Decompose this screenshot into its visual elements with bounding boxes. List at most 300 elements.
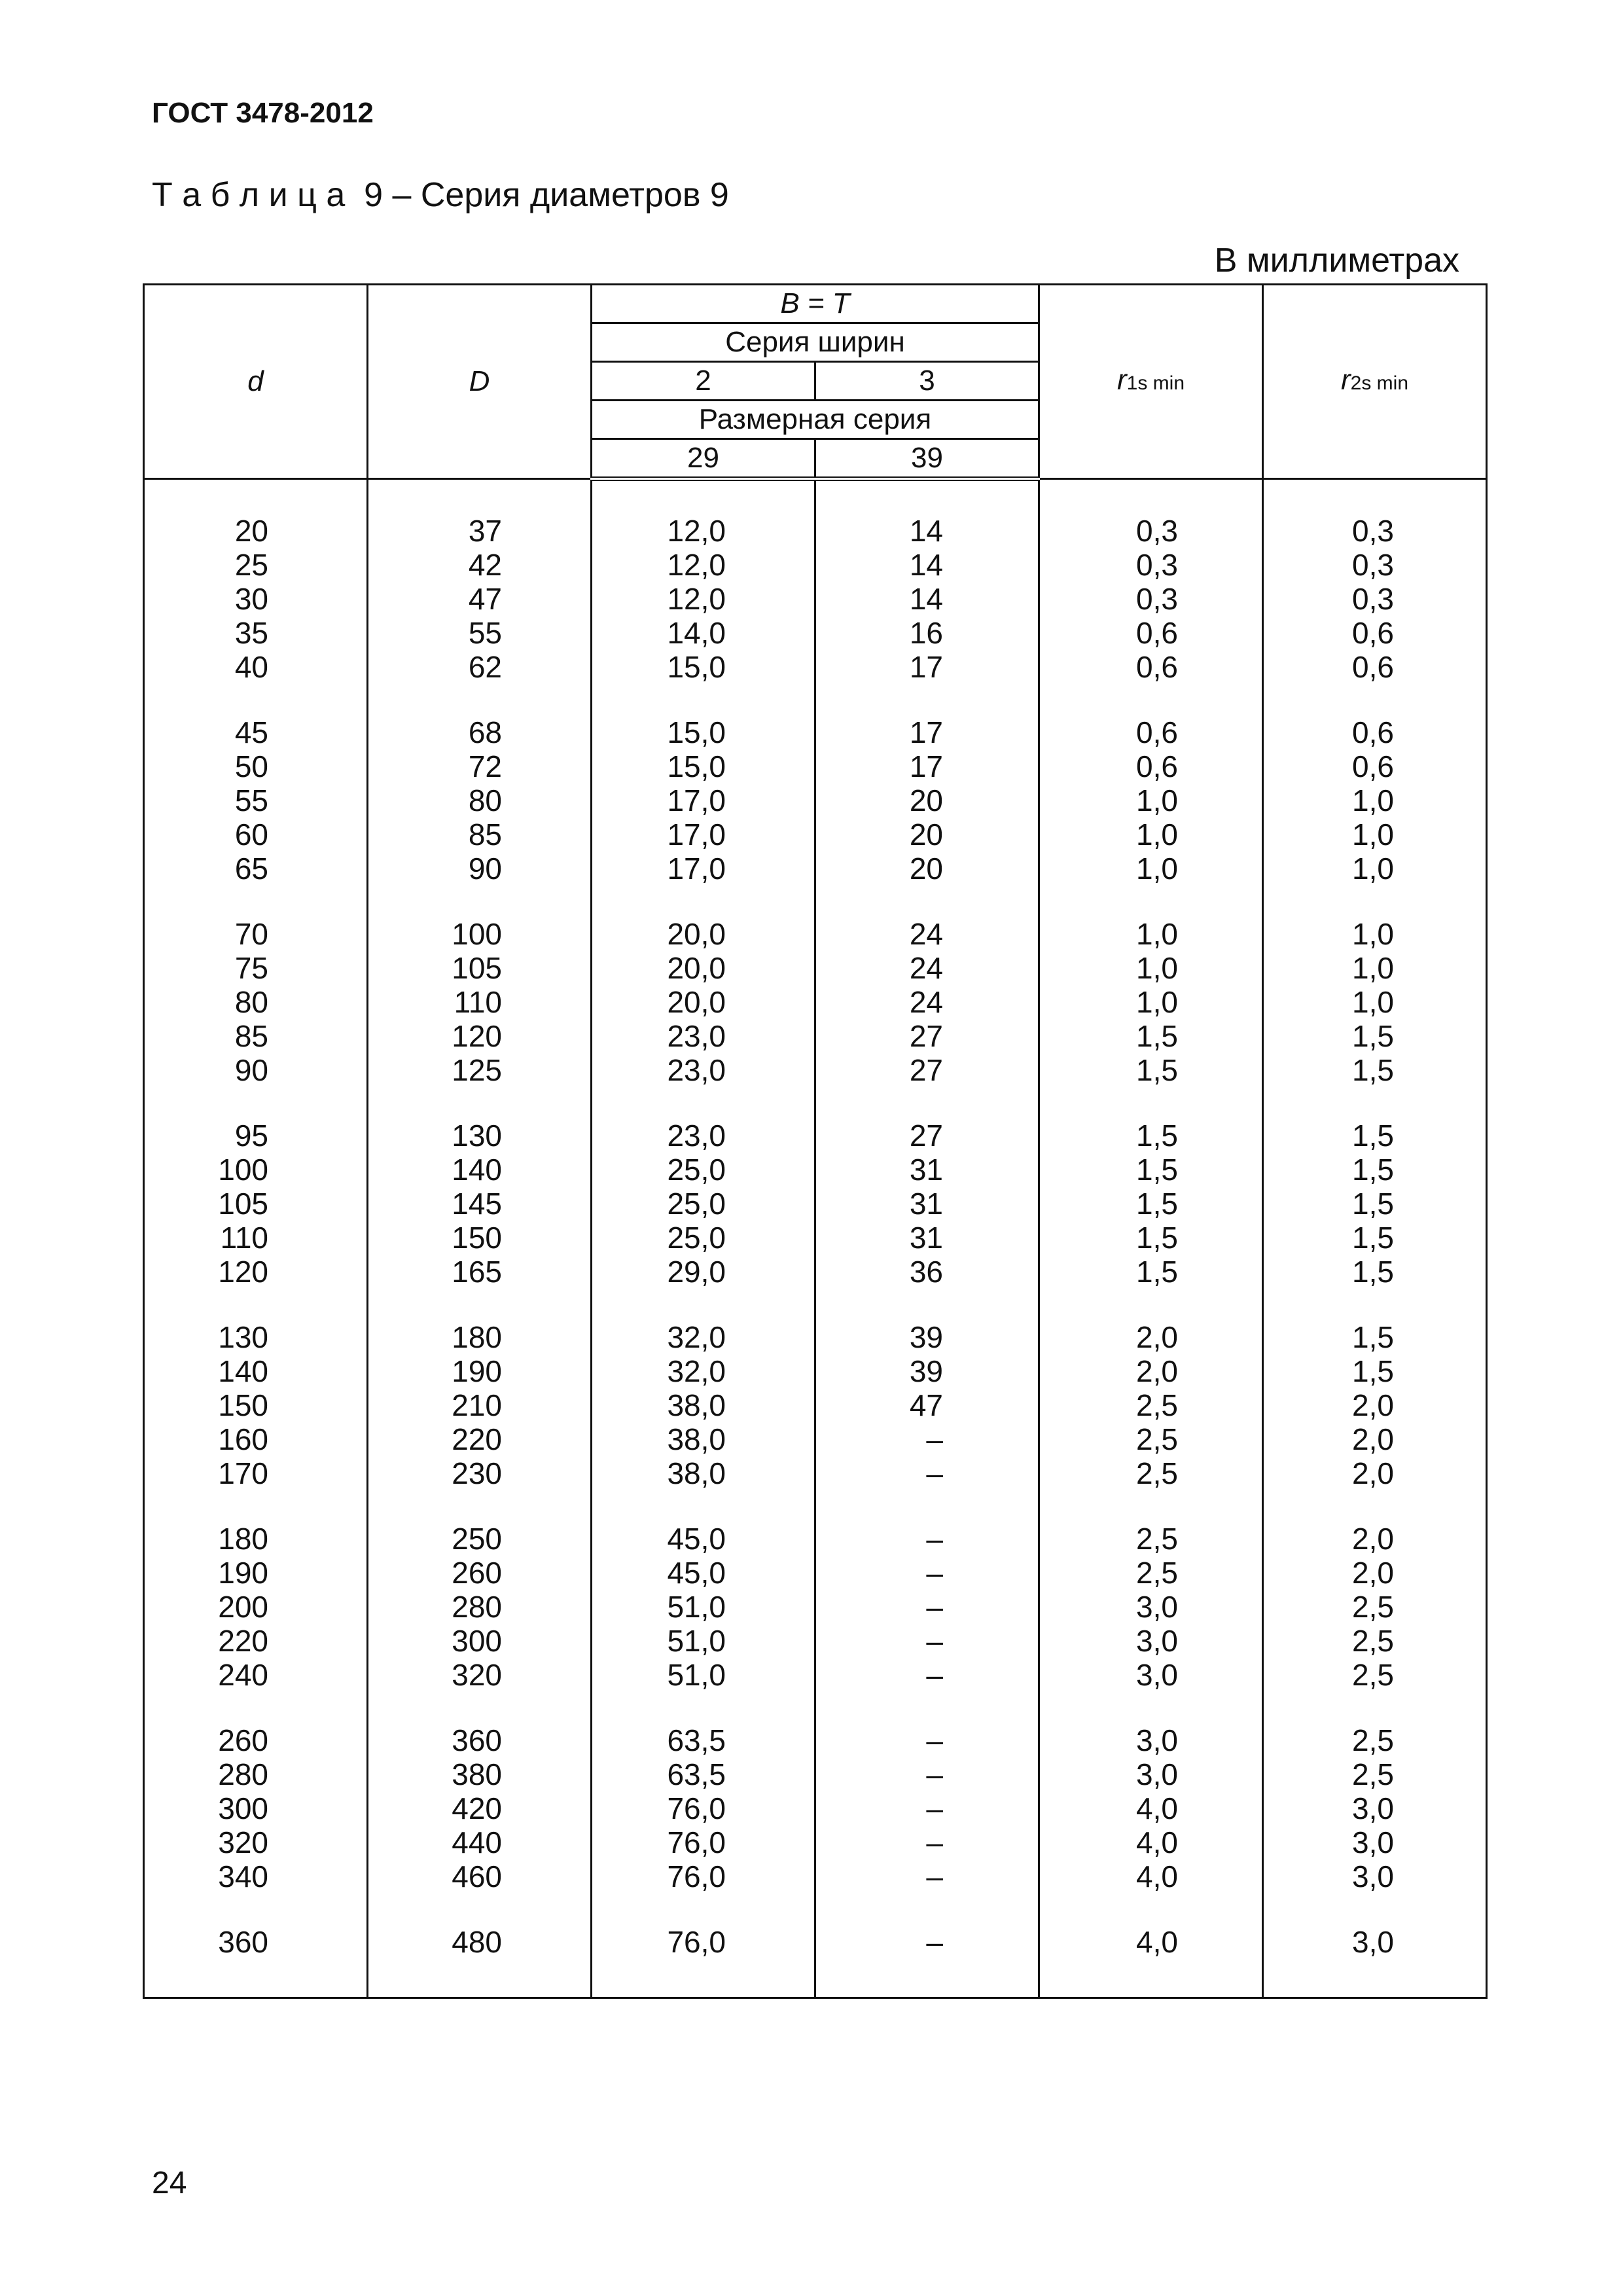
- table-cell: 0,3: [1263, 548, 1487, 582]
- table-cell: 15,0: [592, 715, 815, 749]
- table-cell: 320: [144, 1825, 368, 1859]
- table-cell: 480: [368, 1925, 592, 1959]
- table-cell: 3,0: [1263, 1791, 1487, 1825]
- table-cell: 1,5: [1039, 1153, 1263, 1187]
- table-cell: 210: [368, 1388, 592, 1422]
- table-row: [144, 1187, 1487, 1221]
- table-cell: 1,5: [1263, 1187, 1487, 1221]
- spacer-cell: [144, 479, 368, 514]
- table-cell: 20: [815, 817, 1039, 852]
- header-r2-symbol: r: [1340, 363, 1351, 396]
- table-cell: 0,3: [1039, 582, 1263, 616]
- table-cell: 24: [815, 951, 1039, 985]
- spacer-row: [144, 479, 1487, 514]
- table-cell: 250: [368, 1522, 592, 1556]
- table-cell: 36: [815, 1255, 1039, 1289]
- table-cell: 40: [144, 650, 368, 684]
- table-cell: 4,0: [1039, 1825, 1263, 1859]
- spacer-cell: [1039, 479, 1263, 514]
- table-cell: 2,5: [1039, 1456, 1263, 1490]
- header-r2s-min: [1263, 285, 1487, 479]
- table-cell: 1,0: [1263, 817, 1487, 852]
- table-cell: 3,0: [1039, 1624, 1263, 1658]
- spacer-cell: [144, 1692, 368, 1723]
- table-cell: 3,0: [1039, 1723, 1263, 1757]
- table-cell: –: [815, 1825, 1039, 1859]
- table-row: [144, 1388, 1487, 1422]
- spacer-cell: [592, 1490, 815, 1522]
- group-spacer-row: [144, 684, 1487, 715]
- group-spacer-row: [144, 886, 1487, 917]
- bearing-dimensions-table: [143, 283, 1488, 1999]
- table-cell: 1,5: [1263, 1119, 1487, 1153]
- table-cell: 37: [368, 514, 592, 548]
- table-cell: 2,0: [1263, 1556, 1487, 1590]
- spacer-cell: [144, 684, 368, 715]
- header-width-series: Серия ширин: [592, 323, 1039, 362]
- table-cell: 23,0: [592, 1053, 815, 1087]
- table-cell: 20: [815, 783, 1039, 817]
- table-cell: 55: [368, 616, 592, 650]
- table-row: [144, 1658, 1487, 1692]
- table-cell: –: [815, 1522, 1039, 1556]
- table-cell: 0,3: [1039, 514, 1263, 548]
- table-cell: 15,0: [592, 650, 815, 684]
- table-cell: 1,5: [1263, 1153, 1487, 1187]
- spacer-cell: [815, 1959, 1039, 1998]
- table-row: [144, 650, 1487, 684]
- table-cell: 95: [144, 1119, 368, 1153]
- spacer-cell: [368, 1692, 592, 1723]
- table-cell: 23,0: [592, 1119, 815, 1153]
- table-cell: 220: [368, 1422, 592, 1456]
- spacer-cell: [1039, 1692, 1263, 1723]
- table-cell: 72: [368, 749, 592, 783]
- spacer-cell: [1039, 1490, 1263, 1522]
- table-cell: 30: [144, 582, 368, 616]
- spacer-cell: [368, 1959, 592, 1998]
- table-caption: Т а б л и ц а 9 – Серия диаметров 9: [152, 176, 729, 214]
- table-cell: 31: [815, 1153, 1039, 1187]
- header-r1s-min: [1039, 285, 1263, 479]
- table-cell: 240: [144, 1658, 368, 1692]
- table-cell: 3,0: [1039, 1658, 1263, 1692]
- table-cell: 2,0: [1263, 1456, 1487, 1490]
- spacer-cell: [815, 1692, 1039, 1723]
- table-cell: 4,0: [1039, 1859, 1263, 1893]
- table-row: [144, 1255, 1487, 1289]
- header-d: d: [144, 285, 368, 479]
- table-cell: 105: [368, 951, 592, 985]
- table-cell: 38,0: [592, 1422, 815, 1456]
- table-row: [144, 1825, 1487, 1859]
- table-cell: 2,0: [1263, 1522, 1487, 1556]
- table-header: [144, 285, 1487, 479]
- table-cell: 440: [368, 1825, 592, 1859]
- table-cell: 1,5: [1263, 1320, 1487, 1354]
- table-cell: 1,5: [1039, 1187, 1263, 1221]
- header-D: D: [368, 285, 592, 479]
- table-cell: 32,0: [592, 1320, 815, 1354]
- table-cell: 65: [144, 852, 368, 886]
- spacer-cell: [144, 1087, 368, 1119]
- table-cell: 2,5: [1263, 1723, 1487, 1757]
- table-row: [144, 1624, 1487, 1658]
- table-cell: 3,0: [1039, 1590, 1263, 1624]
- table-row: [144, 1053, 1487, 1087]
- table-cell: 160: [144, 1422, 368, 1456]
- spacer-cell: [368, 1490, 592, 1522]
- spacer-cell: [1039, 886, 1263, 917]
- table-cell: 4,0: [1039, 1791, 1263, 1825]
- spacer-cell: [592, 886, 815, 917]
- table-cell: 340: [144, 1859, 368, 1893]
- spacer-cell: [1263, 1959, 1487, 1998]
- table-cell: 0,6: [1263, 749, 1487, 783]
- table-cell: 51,0: [592, 1590, 815, 1624]
- spacer-cell: [815, 1087, 1039, 1119]
- spacer-cell: [144, 1490, 368, 1522]
- table-cell: –: [815, 1456, 1039, 1490]
- table-cell: 17: [815, 715, 1039, 749]
- table-cell: 14: [815, 548, 1039, 582]
- spacer-cell: [815, 1490, 1039, 1522]
- table-cell: –: [815, 1590, 1039, 1624]
- table-cell: 140: [144, 1354, 368, 1388]
- table-cell: 1,5: [1039, 1221, 1263, 1255]
- table-row: [144, 1019, 1487, 1053]
- table-cell: 31: [815, 1221, 1039, 1255]
- table-cell: 300: [144, 1791, 368, 1825]
- table-cell: 17,0: [592, 852, 815, 886]
- table-row: [144, 917, 1487, 951]
- table-cell: 27: [815, 1053, 1039, 1087]
- table-cell: 2,0: [1263, 1422, 1487, 1456]
- table-cell: 63,5: [592, 1757, 815, 1791]
- table-cell: 90: [368, 852, 592, 886]
- group-spacer-row: [144, 1692, 1487, 1723]
- spacer-cell: [815, 886, 1039, 917]
- spacer-cell: [1263, 479, 1487, 514]
- header-r2-subscript: 2s min: [1350, 372, 1408, 394]
- table-row: [144, 582, 1487, 616]
- spacer-cell: [815, 479, 1039, 514]
- table-cell: 380: [368, 1757, 592, 1791]
- table-cell: 1,5: [1039, 1119, 1263, 1153]
- table-cell: 180: [144, 1522, 368, 1556]
- table-cell: 0,6: [1039, 749, 1263, 783]
- table-cell: 20,0: [592, 917, 815, 951]
- spacer-cell: [1263, 1087, 1487, 1119]
- table-cell: 1,5: [1263, 1255, 1487, 1289]
- spacer-cell: [1263, 684, 1487, 715]
- table-cell: 39: [815, 1320, 1039, 1354]
- header-width-series-2: 2: [592, 362, 815, 401]
- table-cell: 0,6: [1263, 650, 1487, 684]
- spacer-cell: [144, 1959, 368, 1998]
- table-cell: 80: [144, 985, 368, 1019]
- table-cell: 4,0: [1039, 1925, 1263, 1959]
- table-cell: 260: [144, 1723, 368, 1757]
- spacer-row: [144, 1959, 1487, 1998]
- table-cell: 145: [368, 1187, 592, 1221]
- table-cell: 51,0: [592, 1624, 815, 1658]
- table-cell: 1,0: [1263, 985, 1487, 1019]
- table-row: [144, 1320, 1487, 1354]
- table-cell: 90: [144, 1053, 368, 1087]
- table-row: [144, 616, 1487, 650]
- table-cell: 0,3: [1263, 514, 1487, 548]
- table-cell: 35: [144, 616, 368, 650]
- table-cell: 2,5: [1039, 1388, 1263, 1422]
- table-cell: 150: [144, 1388, 368, 1422]
- spacer-cell: [815, 1289, 1039, 1320]
- table-cell: 45,0: [592, 1522, 815, 1556]
- table-cell: 130: [144, 1320, 368, 1354]
- table-cell: 55: [144, 783, 368, 817]
- table-cell: 2,5: [1039, 1556, 1263, 1590]
- table-cell: 280: [144, 1757, 368, 1791]
- table-cell: 1,5: [1263, 1221, 1487, 1255]
- header-dimension-series-29: 29: [592, 439, 815, 479]
- group-spacer-row: [144, 1893, 1487, 1925]
- table-cell: 0,6: [1039, 715, 1263, 749]
- table-row: [144, 817, 1487, 852]
- table-cell: 20,0: [592, 985, 815, 1019]
- spacer-cell: [1263, 1289, 1487, 1320]
- table-cell: 29,0: [592, 1255, 815, 1289]
- header-dimension-series-39: 39: [815, 439, 1039, 479]
- table-cell: 0,3: [1039, 548, 1263, 582]
- table-cell: –: [815, 1624, 1039, 1658]
- table-cell: 2,5: [1263, 1658, 1487, 1692]
- table-row: [144, 1859, 1487, 1893]
- table-cell: –: [815, 1658, 1039, 1692]
- table-cell: 360: [144, 1925, 368, 1959]
- table-cell: 360: [368, 1723, 592, 1757]
- table-cell: –: [815, 1556, 1039, 1590]
- spacer-cell: [1263, 886, 1487, 917]
- spacer-cell: [368, 684, 592, 715]
- table-cell: 190: [144, 1556, 368, 1590]
- table-cell: 62: [368, 650, 592, 684]
- table-cell: 17,0: [592, 817, 815, 852]
- table-cell: 27: [815, 1019, 1039, 1053]
- table-cell: 75: [144, 951, 368, 985]
- table-cell: 140: [368, 1153, 592, 1187]
- header-r1-symbol: r: [1116, 363, 1127, 396]
- table-cell: 85: [144, 1019, 368, 1053]
- table-cell: 2,5: [1039, 1422, 1263, 1456]
- table-cell: 47: [368, 582, 592, 616]
- table-cell: 300: [368, 1624, 592, 1658]
- table-cell: 12,0: [592, 548, 815, 582]
- spacer-cell: [592, 1289, 815, 1320]
- table-cell: 76,0: [592, 1825, 815, 1859]
- table-cell: 110: [368, 985, 592, 1019]
- table-cell: 120: [368, 1019, 592, 1053]
- table-cell: 1,5: [1263, 1019, 1487, 1053]
- table-cell: 3,0: [1263, 1925, 1487, 1959]
- table-cell: 200: [144, 1590, 368, 1624]
- spacer-cell: [592, 1087, 815, 1119]
- table-cell: 2,5: [1263, 1757, 1487, 1791]
- table-cell: 17,0: [592, 783, 815, 817]
- table-row: [144, 1556, 1487, 1590]
- spacer-cell: [1263, 1490, 1487, 1522]
- table-cell: 100: [144, 1153, 368, 1187]
- spacer-cell: [1263, 1893, 1487, 1925]
- spacer-cell: [368, 1087, 592, 1119]
- table-row: [144, 1522, 1487, 1556]
- table-cell: 165: [368, 1255, 592, 1289]
- spacer-cell: [1039, 684, 1263, 715]
- table-cell: 2,0: [1039, 1354, 1263, 1388]
- table-cell: 1,0: [1039, 852, 1263, 886]
- table-cell: 1,0: [1039, 985, 1263, 1019]
- table-cell: 3,0: [1263, 1859, 1487, 1893]
- table-cell: 0,3: [1263, 582, 1487, 616]
- table-cell: 39: [815, 1354, 1039, 1388]
- table-cell: 1,0: [1039, 951, 1263, 985]
- table-cell: 420: [368, 1791, 592, 1825]
- table-cell: –: [815, 1791, 1039, 1825]
- table-cell: 150: [368, 1221, 592, 1255]
- table-cell: 1,0: [1263, 951, 1487, 985]
- table-cell: 0,6: [1039, 616, 1263, 650]
- units-note: В миллиметрах: [1214, 242, 1459, 279]
- table-cell: 25: [144, 548, 368, 582]
- header-b-equals-t: B = T: [592, 285, 1039, 323]
- table-row: [144, 1791, 1487, 1825]
- table-cell: 85: [368, 817, 592, 852]
- table-cell: 24: [815, 917, 1039, 951]
- table-cell: 20,0: [592, 951, 815, 985]
- table-cell: 17: [815, 749, 1039, 783]
- table-row: [144, 1456, 1487, 1490]
- spacer-cell: [1039, 1289, 1263, 1320]
- table-cell: 45,0: [592, 1556, 815, 1590]
- table-cell: 16: [815, 616, 1039, 650]
- group-spacer-row: [144, 1490, 1487, 1522]
- table-cell: 1,5: [1039, 1019, 1263, 1053]
- table-cell: 0,6: [1263, 715, 1487, 749]
- table-cell: 180: [368, 1320, 592, 1354]
- table-cell: 31: [815, 1187, 1039, 1221]
- header-width-series-3: 3: [815, 362, 1039, 401]
- table-cell: 60: [144, 817, 368, 852]
- table-cell: 1,0: [1263, 783, 1487, 817]
- table-cell: 3,0: [1263, 1825, 1487, 1859]
- table-cell: 125: [368, 1053, 592, 1087]
- table-cell: 14: [815, 514, 1039, 548]
- spacer-cell: [1039, 1087, 1263, 1119]
- table-cell: 20: [815, 852, 1039, 886]
- table-cell: –: [815, 1723, 1039, 1757]
- table-row: [144, 985, 1487, 1019]
- table-cell: 76,0: [592, 1859, 815, 1893]
- table-row: [144, 1723, 1487, 1757]
- table-cell: 460: [368, 1859, 592, 1893]
- table-cell: 15,0: [592, 749, 815, 783]
- document-id: ГОСТ 3478-2012: [152, 97, 374, 129]
- table-row: [144, 749, 1487, 783]
- table-row: [144, 514, 1487, 548]
- table-cell: 1,5: [1263, 1354, 1487, 1388]
- table-cell: 38,0: [592, 1456, 815, 1490]
- table-row: [144, 951, 1487, 985]
- table-cell: 27: [815, 1119, 1039, 1153]
- table-cell: 32,0: [592, 1354, 815, 1388]
- spacer-cell: [1039, 1959, 1263, 1998]
- table-cell: 1,5: [1039, 1255, 1263, 1289]
- table-cell: 1,0: [1039, 783, 1263, 817]
- spacer-cell: [368, 479, 592, 514]
- table-cell: 63,5: [592, 1723, 815, 1757]
- table-cell: 2,0: [1039, 1320, 1263, 1354]
- table-cell: 120: [144, 1255, 368, 1289]
- table-cell: 2,5: [1263, 1624, 1487, 1658]
- table-cell: 76,0: [592, 1791, 815, 1825]
- spacer-cell: [144, 1893, 368, 1925]
- table-cell: 20: [144, 514, 368, 548]
- table-row: [144, 1119, 1487, 1153]
- table-cell: 23,0: [592, 1019, 815, 1053]
- table-cell: 0,6: [1039, 650, 1263, 684]
- table-row: [144, 1354, 1487, 1388]
- table-cell: 25,0: [592, 1153, 815, 1187]
- spacer-cell: [592, 1692, 815, 1723]
- spacer-cell: [592, 479, 815, 514]
- table-cell: 2,5: [1263, 1590, 1487, 1624]
- table-cell: 320: [368, 1658, 592, 1692]
- table-cell: 1,0: [1039, 817, 1263, 852]
- table-cell: 38,0: [592, 1388, 815, 1422]
- table-cell: 47: [815, 1388, 1039, 1422]
- table-cell: 190: [368, 1354, 592, 1388]
- table-cell: 170: [144, 1456, 368, 1490]
- table-row: [144, 1925, 1487, 1959]
- spacer-cell: [144, 1289, 368, 1320]
- group-spacer-row: [144, 1087, 1487, 1119]
- table-row: [144, 1221, 1487, 1255]
- table-cell: 25,0: [592, 1187, 815, 1221]
- table-cell: 24: [815, 985, 1039, 1019]
- table-cell: 1,5: [1263, 1053, 1487, 1087]
- table-cell: 1,5: [1039, 1053, 1263, 1087]
- header-dimension-series: Размерная серия: [592, 401, 1039, 439]
- table-row: [144, 852, 1487, 886]
- table-cell: 2,5: [1039, 1522, 1263, 1556]
- table-cell: 1,0: [1263, 917, 1487, 951]
- table-cell: 280: [368, 1590, 592, 1624]
- spacer-cell: [368, 886, 592, 917]
- spacer-cell: [1263, 1692, 1487, 1723]
- spacer-cell: [368, 1289, 592, 1320]
- header-r1-subscript: 1s min: [1126, 372, 1185, 394]
- table-cell: 76,0: [592, 1925, 815, 1959]
- table-cell: 42: [368, 548, 592, 582]
- table-cell: 50: [144, 749, 368, 783]
- table-cell: 3,0: [1039, 1757, 1263, 1791]
- table-cell: 51,0: [592, 1658, 815, 1692]
- table-cell: 14: [815, 582, 1039, 616]
- table-cell: 110: [144, 1221, 368, 1255]
- table-body: [144, 479, 1487, 1998]
- table-cell: 230: [368, 1456, 592, 1490]
- table-cell: 45: [144, 715, 368, 749]
- spacer-cell: [592, 684, 815, 715]
